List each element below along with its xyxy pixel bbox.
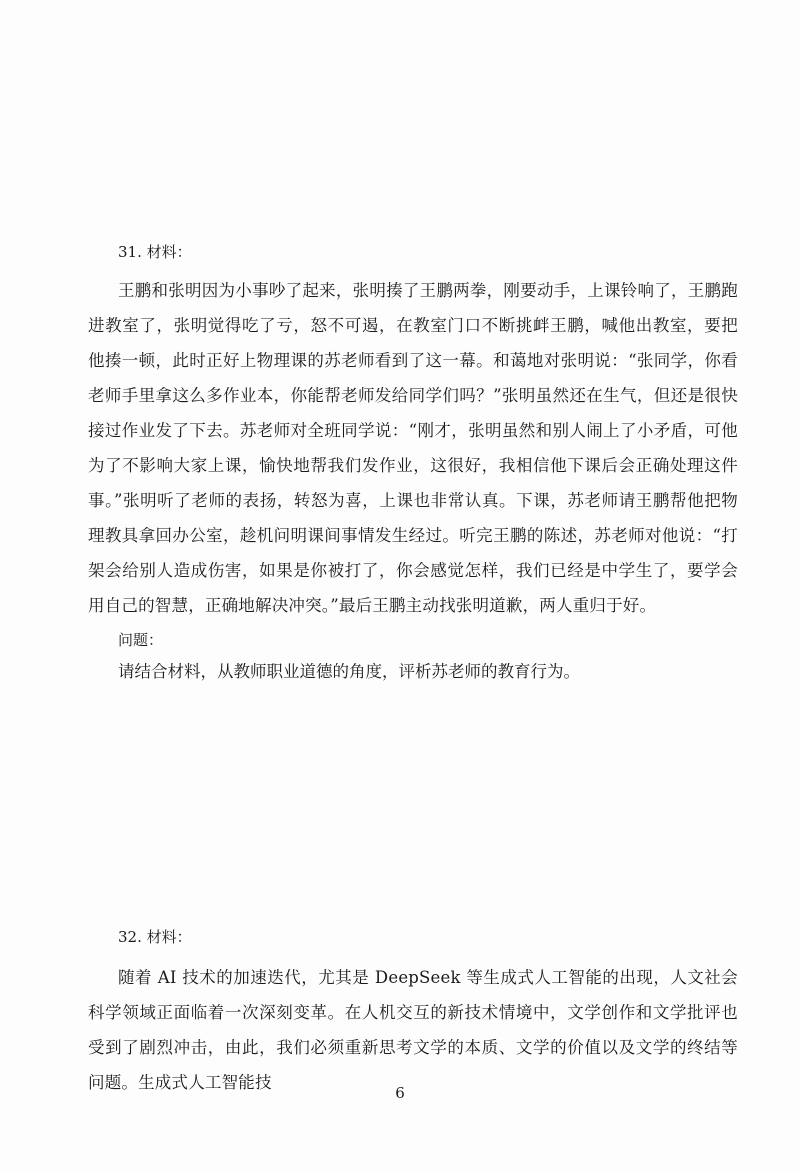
question-32-material: 随着 AI 技术的加速迭代，尤其是 DeepSeek 等生成式人工智能的出现，人文社会科学领域正面临着一次深刻变革。在人机交互的新技术情境中，文学创作和文学批评也受到了剧烈冲击，由此，我们必须重新思考文学的本质、文学的价值以及文学的终结等问题。生成式人工智能技 <box>88 968 738 1092</box>
question-31-label: 问题： <box>118 631 164 649</box>
page-number: 6 <box>395 1084 405 1102</box>
question-32 <box>88 926 738 1100</box>
question-32-heading: 32. 材料： <box>118 928 192 946</box>
question-31-material: 王鹏和张明因为小事吵了起来，张明揍了王鹏两拳，刚要动手，上课铃响了，王鹏跑进教室了，张明觉得吃了亏，怒不可遏，在教室门口不断挑衅王鹏，喊他出教室，要把他揍一顿，此时正好上物理课的苏老师看到了这一幕。和蔼地对张明说：“张同学，你看老师手里拿这么多作业本，你能帮老师发给同学们吗？”张明虽然还在生气，但还是很快接过作业发了下去。苏老师对全班同学说：“刚才，张明虽然和别人闹上了小矛盾，可他为了不影响大家上课，愉快地帮我们发作业，这很好，我相信他下课后会正确处理这件事。”张明听了老师的表扬，转怒为喜，上课也非常认真。下课，苏老师请王鹏帮他把物理教具拿回办公室，趁机问明课间事情发生经过。听完王鹏的陈述，苏老师对他说：“打架会给别人造成伤害，如果是你被打了，你会感觉怎样，我们已经是中学生了，要学会用自己的智慧，正确地解决冲突。”最后王鹏主动找张明道歉，两人重归于好。 <box>88 281 738 615</box>
question-31 <box>88 241 738 685</box>
question-31-prompt: 请结合材料，从教师职业道德的角度，评析苏老师的教育行为。 <box>118 662 580 681</box>
question-31-heading: 31. 材料： <box>118 243 192 261</box>
